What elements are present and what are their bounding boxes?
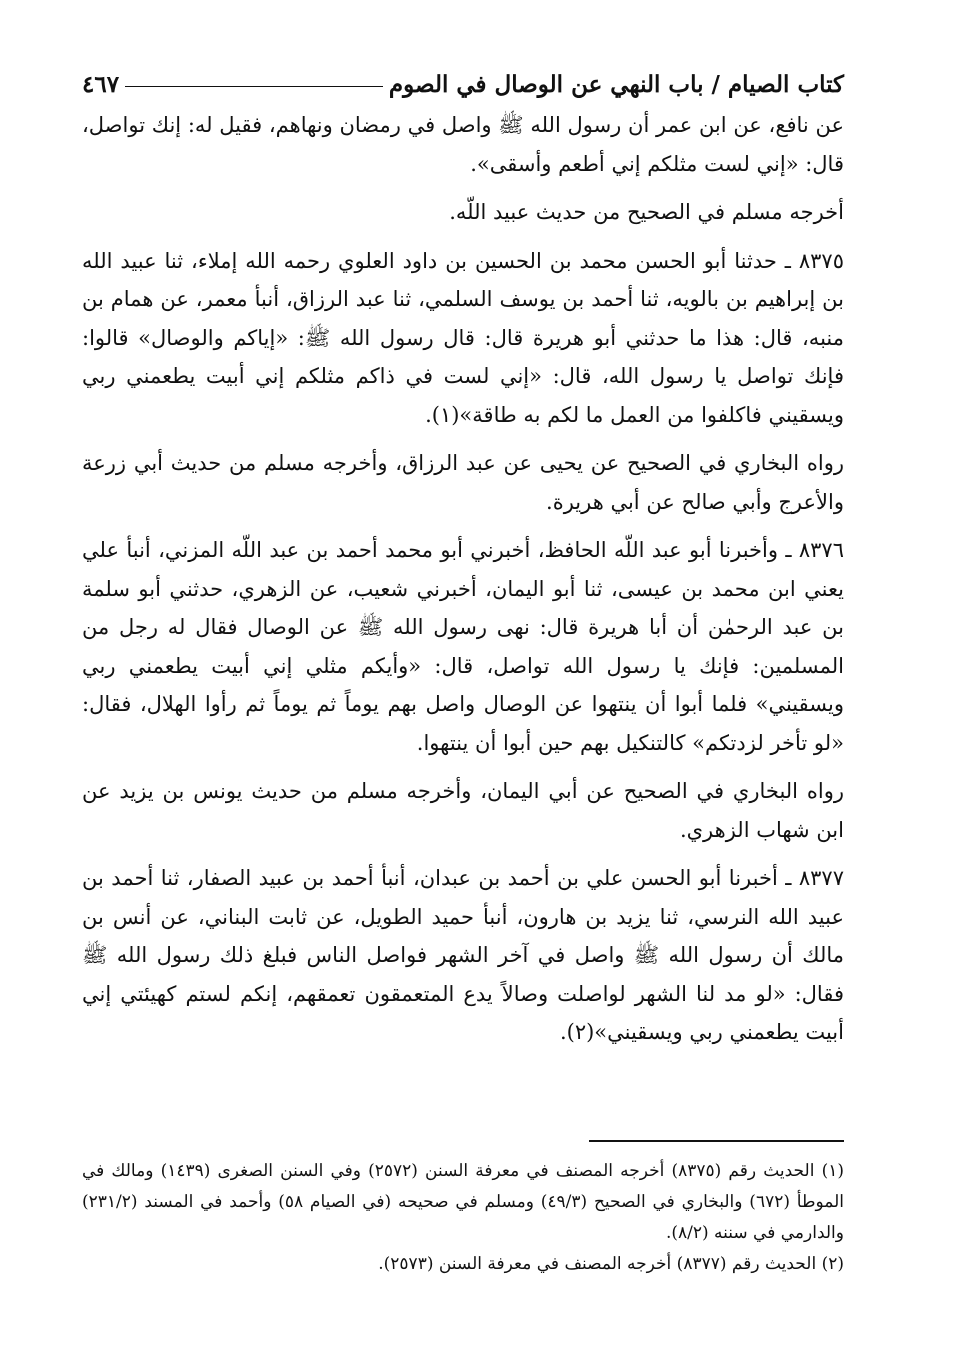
header-rule [125, 86, 383, 87]
page-number: ٤٦٧ [82, 70, 120, 98]
hadith-8375: ٨٣٧٥ ـ حدثنا أبو الحسن محمد بن الحسين بن داود العلوي رحمه الله إملاء، ثنا عبيد الله بن إبراهيم بن بالويه، ثنا أحمد بن يوسف السلمي، ثنا عبد الرزاق، أنبأ معمر، عن همام بن منبه، قال: هذا ما حدثني أبو هريرة قال: قال رسول الله ﷺ: «إياكم والوصال» قالوا: فإنك تواصل يا رسول الله، قال: «إني لست في ذاكم مثلكم إني أبيت يطعمني ربي ويسقيني فاكلفوا من العمل ما لكم به طاقة»(١). [82, 248, 844, 427]
hadith-8376: ٨٣٧٦ ـ وأخبرنا أبو عبد اللّه الحافظ، أخبرني أبو محمد أحمد بن عبد اللّه المزني، أنبأ علي يعني ابن محمد بن عيسى، ثنا أبو اليمان، أخبرني شعيب، عن الزهري، حدثني أبو سلمة بن عبد الرحمٰن أن أبا هريرة قال: نهى رسول الله ﷺ عن الوصال فقال له رجل من المسلمين: فإنك يا رسول الله تواصل، قال: «وأيكم مثلي إني أبيت يطعمني ربي ويسقيني» فلما أبوا أن ينتهوا عن الوصال واصل بهم يوماً ثم يوماً ثم رأوا الهلال، فقال: «لو تأخر لزدتكم» كالتنكيل بهم حين أبوا أن ينتهوا. [82, 538, 844, 755]
running-header [82, 62, 844, 106]
paragraph: رواه البخاري في الصحيح عن يحيى عن عبد الرزاق، وأخرجه مسلم من حديث أبي زرعة والأعرج وأبي صالح عن أبي هريرة. [82, 451, 844, 514]
footnote-1: (١) الحديث رقم (٨٣٧٥) أخرجه المصنف في معرفة السنن (٢٥٧٢) وفي السنن الصغرى (١٤٣٩) ومالك في الموطأ (٦٧٢) والبخاري في الصحيح (٤٩/٣) ومسلم في صحيحه (في الصيام ٥٨) وأحمد في المسند (٢٣١/٢) والدارمي في سننه (٨/٢). [82, 1161, 845, 1243]
chapter-title: كتاب الصيام / باب النهي عن الوصال في الصوم [388, 70, 844, 98]
main-text [82, 106, 844, 1052]
footnote-rule [589, 1140, 844, 1142]
page-content [82, 62, 844, 1062]
paragraph: أخرجه مسلم في الصحيح من حديث عبيد اللّه. [449, 200, 844, 224]
paragraph: عن نافع، عن ابن عمر أن رسول الله ﷺ واصل في رمضان ونهاهم، فقيل له: إنك تواصل، قال: «إني لست مثلكم إني أطعم وأسقى». [82, 113, 844, 176]
hadith-8377: ٨٣٧٧ ـ أخبرنا أبو الحسن علي بن أحمد بن عبدان، أنبأ أحمد بن عبيد الصفار، ثنا أحمد بن عبيد الله النرسي، ثنا يزيد بن هارون، أنبأ حميد الطويل، عن ثابت البناني، عن أنس بن مالك أن رسول الله ﷺ واصل في آخر الشهر فواصل الناس فبلغ ذلك رسول الله ﷺ فقال: «لو مد لنا الشهر لواصلت وصالاً يدع المتعمقون تعمقهم، إنكم لستم كهيئتي إني أبيت يطعمني ربي ويسقيني»(٢). [82, 866, 844, 1044]
footnote-2: (٢) الحديث رقم (٨٣٧٧) أخرجه المصنف في معرفة السنن (٢٥٧٣). [378, 1254, 844, 1274]
paragraph: رواه البخاري في الصحيح عن أبي اليمان، وأخرجه مسلم من حديث يونس بن يزيد عن ابن شهاب الزهري. [82, 779, 844, 842]
footnotes [82, 1140, 844, 1280]
